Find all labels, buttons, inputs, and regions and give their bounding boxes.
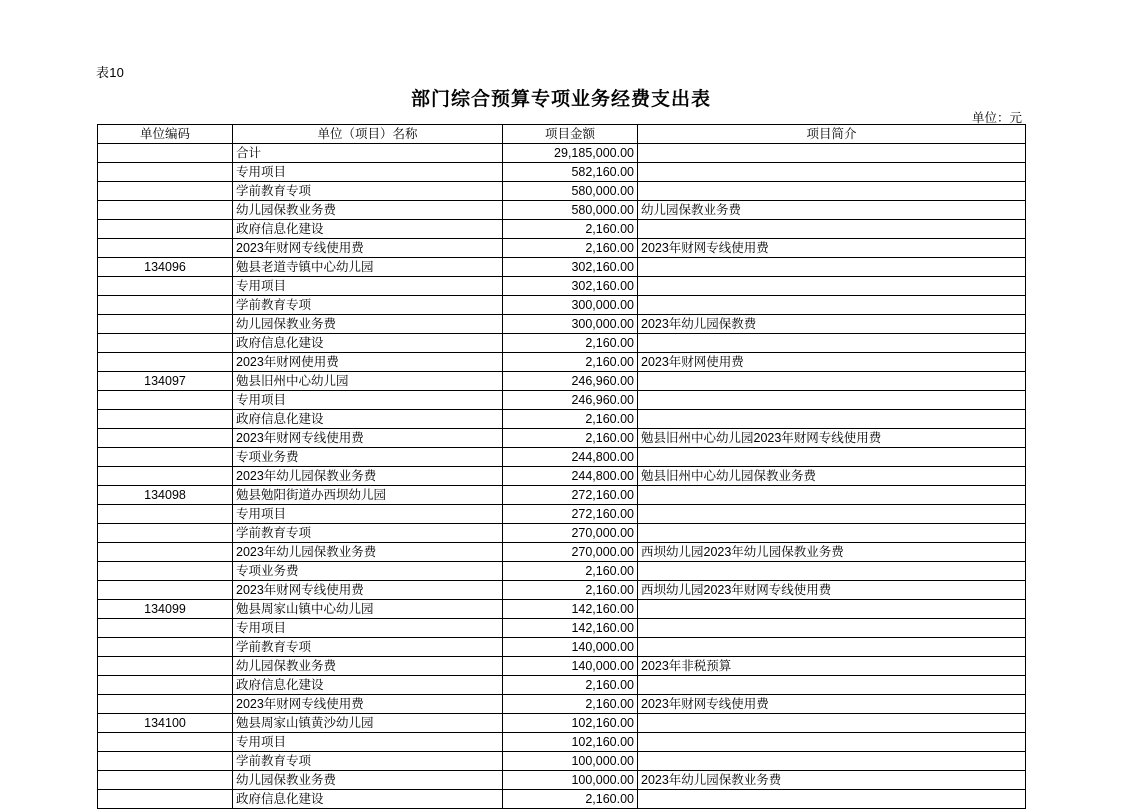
table-row (98, 163, 1026, 182)
cell-item-name: 专用项目 (233, 163, 503, 182)
cell-amount: 102,160.00 (503, 733, 638, 752)
cell-item-name: 专用项目 (233, 505, 503, 524)
cell-unit-code (98, 752, 233, 771)
cell-unit-code (98, 391, 233, 410)
cell-amount: 302,160.00 (503, 258, 638, 277)
table-row (98, 486, 1026, 505)
cell-description (638, 410, 1026, 429)
cell-amount: 2,160.00 (503, 353, 638, 372)
cell-amount: 140,000.00 (503, 638, 638, 657)
cell-description (638, 163, 1026, 182)
cell-unit-code (98, 543, 233, 562)
cell-item-name: 2023年财网专线使用费 (233, 581, 503, 600)
cell-amount: 2,160.00 (503, 410, 638, 429)
cell-unit-code (98, 353, 233, 372)
cell-amount: 2,160.00 (503, 334, 638, 353)
cell-amount: 246,960.00 (503, 372, 638, 391)
cell-item-name: 勉县勉阳街道办西坝幼儿园 (233, 486, 503, 505)
table-row (98, 448, 1026, 467)
table-row (98, 220, 1026, 239)
cell-description: 西坝幼儿园2023年幼儿园保教业务费 (638, 543, 1026, 562)
cell-description (638, 258, 1026, 277)
cell-unit-code (98, 657, 233, 676)
table-row (98, 619, 1026, 638)
unit-note: 单位：元 (971, 111, 1022, 125)
cell-unit-code (98, 524, 233, 543)
cell-item-name: 2023年财网专线使用费 (233, 429, 503, 448)
cell-item-name: 2023年幼儿园保教业务费 (233, 543, 503, 562)
cell-unit-code (98, 771, 233, 790)
cell-item-name: 专用项目 (233, 391, 503, 410)
cell-item-name: 勉县老道寺镇中心幼儿园 (233, 258, 503, 277)
cell-description: 2023年财网专线使用费 (638, 239, 1026, 258)
cell-description: 2023年财网专线使用费 (638, 695, 1026, 714)
cell-unit-code (98, 410, 233, 429)
cell-description (638, 505, 1026, 524)
cell-item-name: 政府信息化建设 (233, 334, 503, 353)
table-row (98, 733, 1026, 752)
cell-item-name: 勉县旧州中心幼儿园 (233, 372, 503, 391)
cell-unit-code (98, 790, 233, 809)
cell-description (638, 638, 1026, 657)
cell-description (638, 524, 1026, 543)
cell-amount: 2,160.00 (503, 581, 638, 600)
cell-description (638, 277, 1026, 296)
cell-unit-code: 134099 (98, 600, 233, 619)
cell-amount: 142,160.00 (503, 619, 638, 638)
cell-item-name: 政府信息化建设 (233, 676, 503, 695)
table-row (98, 790, 1026, 809)
cell-unit-code (98, 182, 233, 201)
table-row (98, 505, 1026, 524)
cell-item-name: 2023年幼儿园保教业务费 (233, 467, 503, 486)
table-row (98, 676, 1026, 695)
cell-unit-code (98, 315, 233, 334)
cell-unit-code (98, 429, 233, 448)
cell-description (638, 334, 1026, 353)
cell-description: 勉县旧州中心幼儿园2023年财网专线使用费 (638, 429, 1026, 448)
cell-description (638, 676, 1026, 695)
cell-item-name: 政府信息化建设 (233, 220, 503, 239)
cell-unit-code (98, 505, 233, 524)
cell-item-name: 2023年财网专线使用费 (233, 239, 503, 258)
page-title: 部门综合预算专项业务经费支出表 (410, 89, 711, 110)
table-row (98, 239, 1026, 258)
cell-amount: 2,160.00 (503, 790, 638, 809)
cell-description: 2023年非税预算 (638, 657, 1026, 676)
cell-amount: 246,960.00 (503, 391, 638, 410)
table-row (98, 334, 1026, 353)
cell-amount: 300,000.00 (503, 315, 638, 334)
cell-item-name: 2023年财网专线使用费 (233, 695, 503, 714)
cell-description (638, 562, 1026, 581)
cell-amount: 272,160.00 (503, 486, 638, 505)
cell-unit-code: 134098 (98, 486, 233, 505)
column-header-desc: 项目简介 (638, 125, 1026, 144)
cell-amount: 100,000.00 (503, 752, 638, 771)
table-row (98, 296, 1026, 315)
cell-description (638, 182, 1026, 201)
cell-description: 勉县旧州中心幼儿园保教业务费 (638, 467, 1026, 486)
cell-amount: 582,160.00 (503, 163, 638, 182)
cell-amount: 142,160.00 (503, 600, 638, 619)
column-header-amount: 项目金额 (503, 125, 638, 144)
cell-amount: 244,800.00 (503, 448, 638, 467)
table-row (98, 695, 1026, 714)
cell-description (638, 391, 1026, 410)
cell-unit-code (98, 581, 233, 600)
cell-amount: 100,000.00 (503, 771, 638, 790)
cell-amount: 270,000.00 (503, 543, 638, 562)
cell-item-name: 政府信息化建设 (233, 790, 503, 809)
cell-item-name: 学前教育专项 (233, 524, 503, 543)
cell-item-name: 勉县周家山镇中心幼儿园 (233, 600, 503, 619)
table-row (98, 353, 1026, 372)
cell-unit-code (98, 695, 233, 714)
table-row (98, 467, 1026, 486)
cell-description (638, 619, 1026, 638)
table-row (98, 524, 1026, 543)
cell-description (638, 752, 1026, 771)
cell-unit-code: 134100 (98, 714, 233, 733)
cell-amount: 2,160.00 (503, 429, 638, 448)
table-row (98, 144, 1026, 163)
cell-amount: 140,000.00 (503, 657, 638, 676)
cell-unit-code (98, 201, 233, 220)
cell-unit-code (98, 676, 233, 695)
cell-amount: 580,000.00 (503, 201, 638, 220)
cell-unit-code (98, 220, 233, 239)
cell-unit-code (98, 296, 233, 315)
cell-item-name: 专项业务费 (233, 448, 503, 467)
table-row (98, 562, 1026, 581)
cell-item-name: 专用项目 (233, 619, 503, 638)
cell-item-name: 幼儿园保教业务费 (233, 771, 503, 790)
cell-item-name: 专项业务费 (233, 562, 503, 581)
cell-item-name: 2023年财网使用费 (233, 353, 503, 372)
table-row (98, 410, 1026, 429)
table-row (98, 657, 1026, 676)
cell-unit-code (98, 638, 233, 657)
sheet-label: 表10 (96, 65, 125, 80)
cell-amount: 2,160.00 (503, 676, 638, 695)
cell-item-name: 合计 (233, 144, 503, 163)
cell-item-name: 幼儿园保教业务费 (233, 201, 503, 220)
cell-unit-code: 134097 (98, 372, 233, 391)
cell-unit-code (98, 467, 233, 486)
cell-unit-code (98, 448, 233, 467)
cell-amount: 272,160.00 (503, 505, 638, 524)
table-row (98, 429, 1026, 448)
cell-item-name: 学前教育专项 (233, 296, 503, 315)
table-row (98, 581, 1026, 600)
table-header-row (98, 125, 1026, 144)
cell-unit-code (98, 163, 233, 182)
cell-item-name: 勉县周家山镇黄沙幼儿园 (233, 714, 503, 733)
cell-unit-code (98, 733, 233, 752)
cell-amount: 244,800.00 (503, 467, 638, 486)
cell-item-name: 幼儿园保教业务费 (233, 315, 503, 334)
cell-amount: 102,160.00 (503, 714, 638, 733)
cell-amount: 29,185,000.00 (503, 144, 638, 163)
cell-description: 幼儿园保教业务费 (638, 201, 1026, 220)
cell-amount: 2,160.00 (503, 239, 638, 258)
cell-description (638, 220, 1026, 239)
cell-amount: 300,000.00 (503, 296, 638, 315)
cell-item-name: 学前教育专项 (233, 638, 503, 657)
cell-item-name: 专用项目 (233, 733, 503, 752)
cell-unit-code (98, 239, 233, 258)
cell-item-name: 学前教育专项 (233, 752, 503, 771)
table-row (98, 771, 1026, 790)
cell-description (638, 733, 1026, 752)
cell-description (638, 448, 1026, 467)
table-row (98, 638, 1026, 657)
cell-description (638, 144, 1026, 163)
cell-unit-code (98, 334, 233, 353)
cell-description (638, 600, 1026, 619)
table-row (98, 543, 1026, 562)
table-row (98, 258, 1026, 277)
table-row (98, 600, 1026, 619)
cell-description: 2023年幼儿园保教业务费 (638, 771, 1026, 790)
cell-description: 2023年财网使用费 (638, 353, 1026, 372)
table-row (98, 201, 1026, 220)
cell-item-name: 专用项目 (233, 277, 503, 296)
cell-amount: 2,160.00 (503, 562, 638, 581)
cell-description: 2023年幼儿园保教费 (638, 315, 1026, 334)
table-row (98, 372, 1026, 391)
table-row (98, 315, 1026, 334)
cell-description (638, 372, 1026, 391)
column-header-name: 单位（项目）名称 (233, 125, 503, 144)
cell-amount: 302,160.00 (503, 277, 638, 296)
cell-unit-code (98, 562, 233, 581)
cell-unit-code (98, 619, 233, 638)
cell-unit-code (98, 277, 233, 296)
cell-description (638, 790, 1026, 809)
table-row (98, 752, 1026, 771)
table-body (98, 144, 1026, 809)
cell-item-name: 学前教育专项 (233, 182, 503, 201)
cell-amount: 580,000.00 (503, 182, 638, 201)
cell-description: 西坝幼儿园2023年财网专线使用费 (638, 581, 1026, 600)
cell-amount: 2,160.00 (503, 695, 638, 714)
cell-unit-code: 134096 (98, 258, 233, 277)
cell-amount: 270,000.00 (503, 524, 638, 543)
cell-item-name: 幼儿园保教业务费 (233, 657, 503, 676)
cell-description (638, 486, 1026, 505)
table-row (98, 182, 1026, 201)
table-row (98, 277, 1026, 296)
cell-item-name: 政府信息化建设 (233, 410, 503, 429)
cell-description (638, 714, 1026, 733)
cell-unit-code (98, 144, 233, 163)
table-row (98, 391, 1026, 410)
table-row (98, 714, 1026, 733)
cell-description (638, 296, 1026, 315)
column-header-code: 单位编码 (98, 125, 233, 144)
cell-amount: 2,160.00 (503, 220, 638, 239)
budget-table (97, 124, 1026, 809)
